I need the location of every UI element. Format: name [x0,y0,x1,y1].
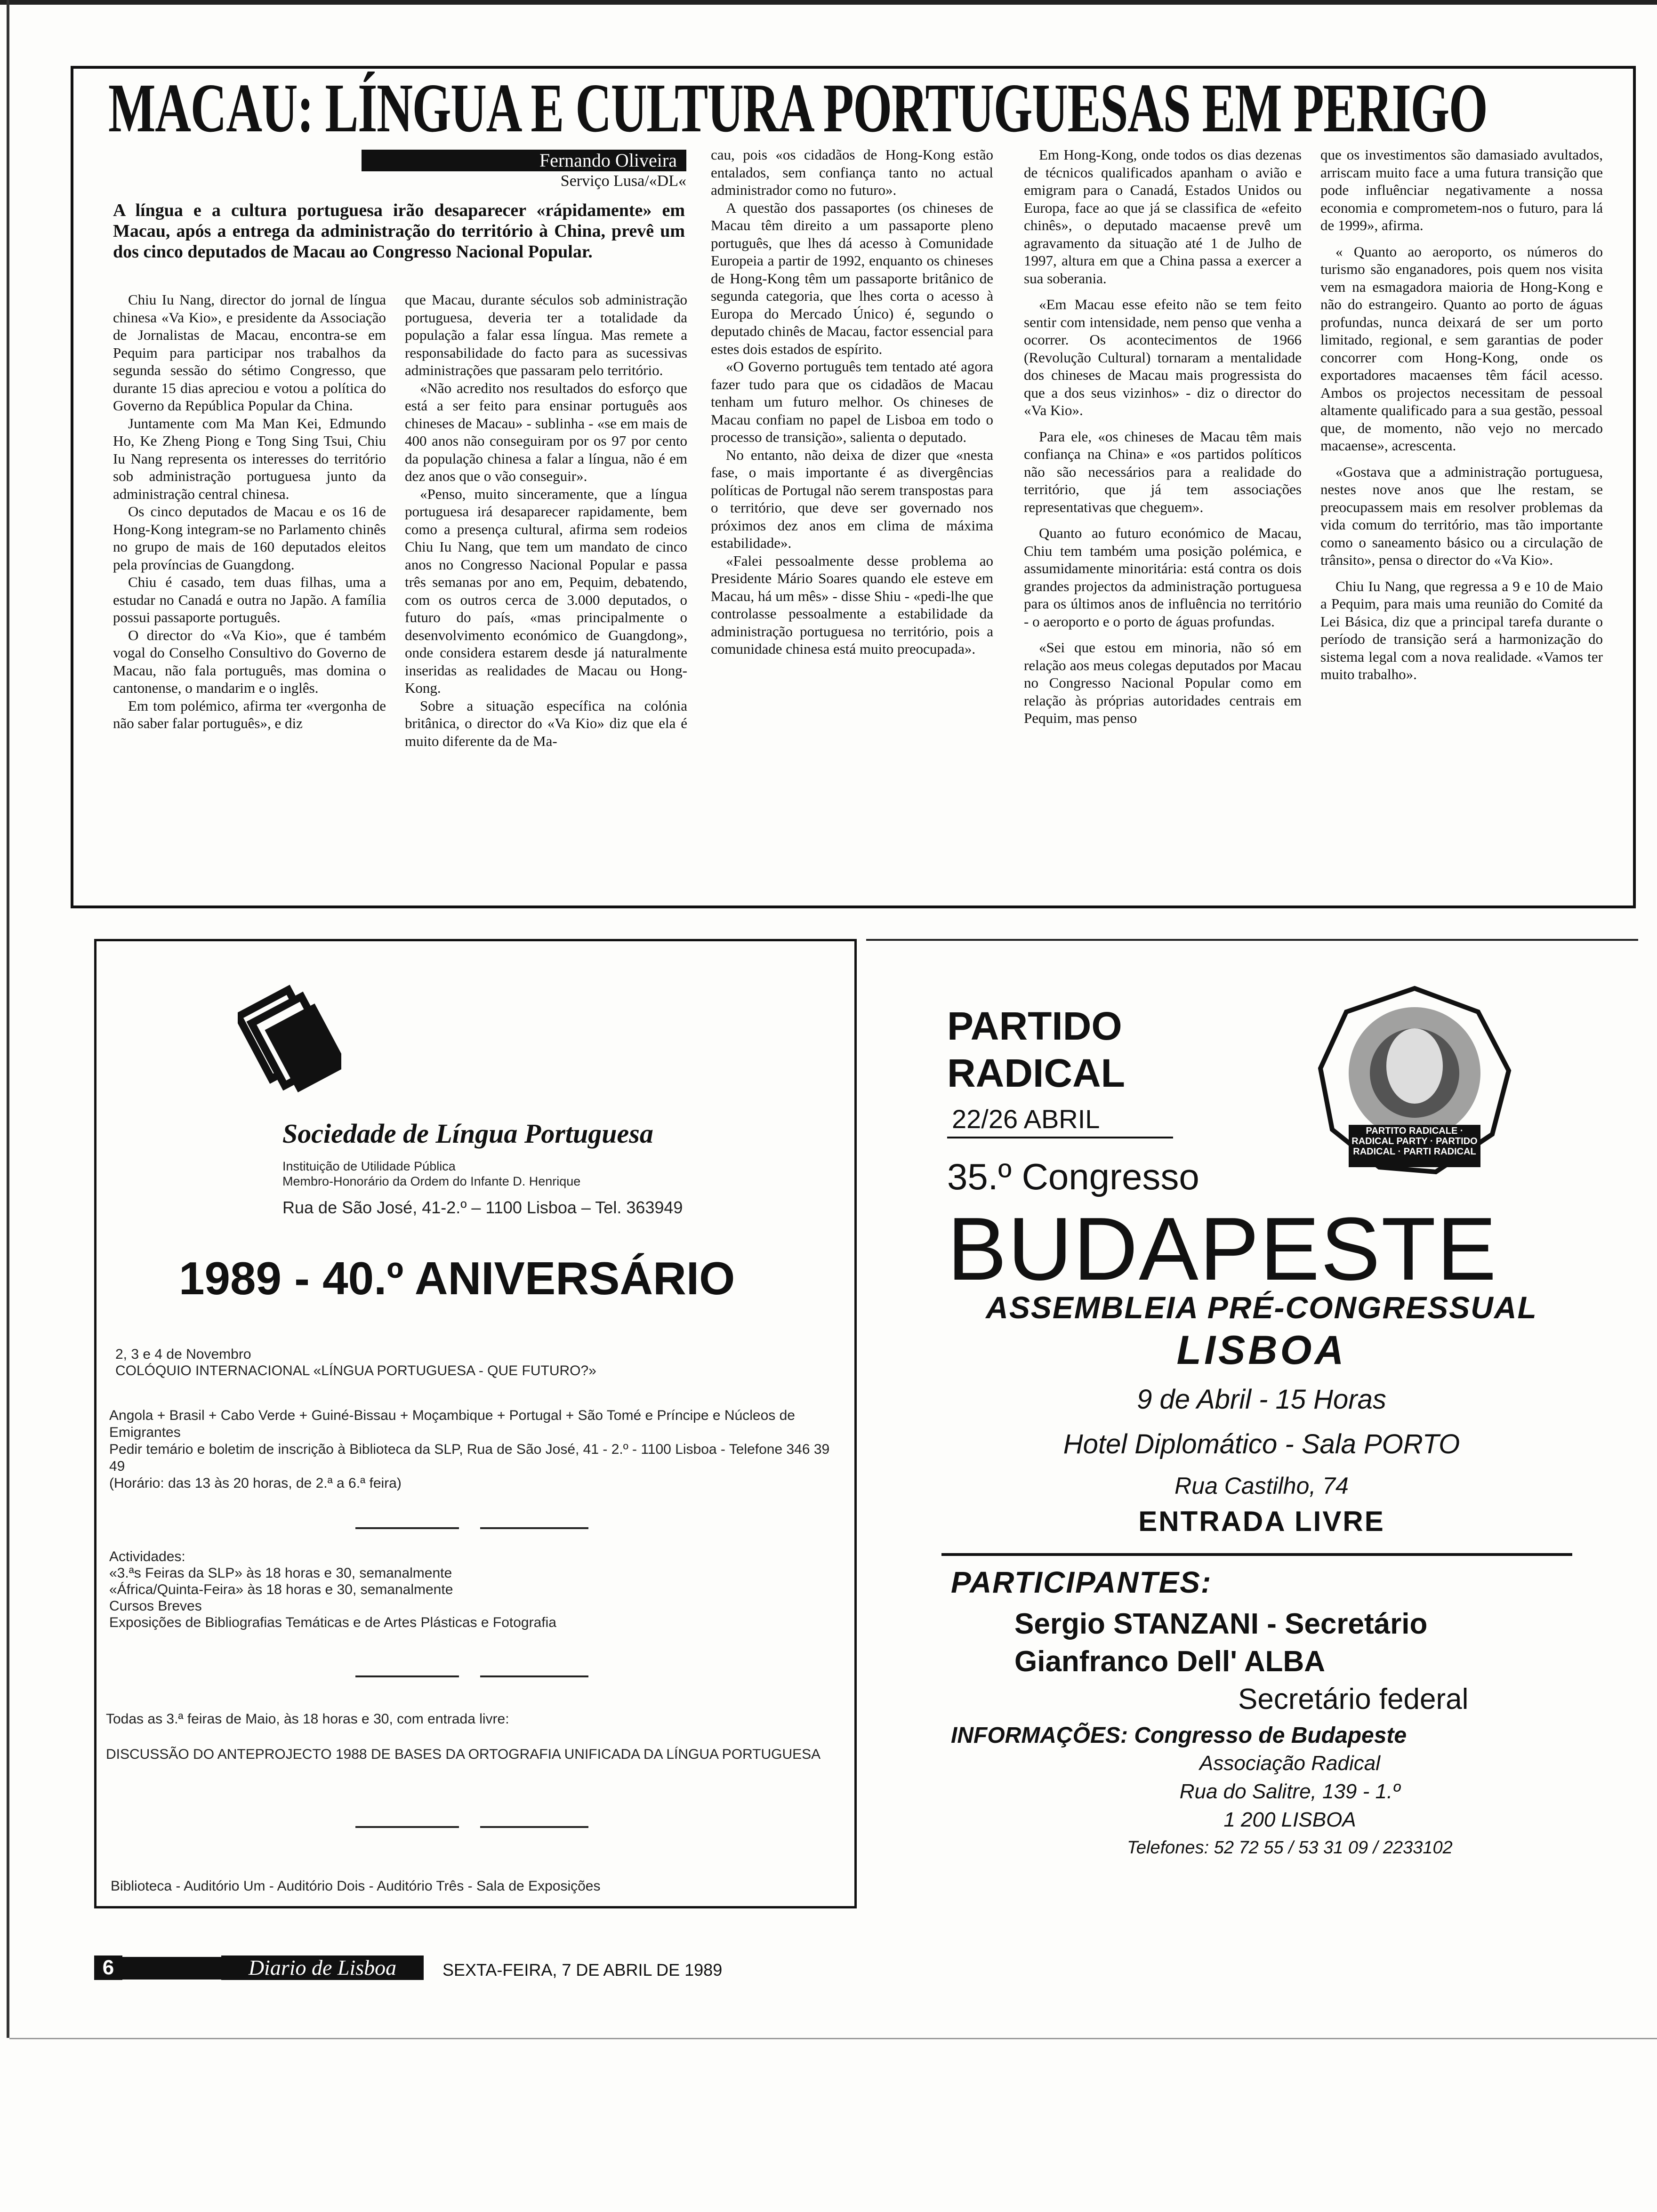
paragraph: «Falei pessoalmente desse problema ao Presidente Mário Soares quando ele esteve em Macau, há um mês» - disse Shiu - «pedi-lhe que controlasse pessoalmente a estabilidade da administração portuguesa no território, pois a comunidade chinesa está muito preocupada». [711,552,993,657]
assembly-city: LISBOA [1176,1328,1347,1373]
paragraph: O director do «Va Kio», que é também vogal do Conselho Consultivo do Governo de Macau, não fala português, mas domina o cantonense, o mandarim e o inglês. [113,626,386,696]
page-number: 6 [94,1956,122,1980]
slp-activity: Exposições de Bibliografias Temáticas e de Artes Plásticas e Fotografia [109,1615,556,1630]
newspaper-name: Diario de Lisboa [221,1956,424,1980]
info-phones: Telefones: 52 72 55 / 53 31 09 / 2233102 [1127,1838,1453,1858]
slp-name: Sociedade de Língua Portuguesa [282,1118,653,1149]
paragraph: cau, pois «os cidadãos de Hong-Kong estão entalados, sem confiança tanto no actual administrador como no futuro». [711,146,993,198]
paragraph: que Macau, durante séculos sob administração portuguesa, deveria ter a totalidade da população a falar essa língua. Mas remete a responsabilidade do facto para as sucessivas administrações que passaram pelo território. [405,291,687,378]
paragraph: «Em Macau esse efeito não se tem feito sentir com intensidade, nem penso que venha a ocorrer. Os acontecimentos de 1966 (Revolução Cultural) tornaram a mentalidade dos chineses de Macau mais progressista do que a dos seus vizinhos» - diz o director do «Va Kio». [1024,296,1302,418]
divider [355,1826,459,1828]
paragraph: Para ele, «os chineses de Macau têm mais confiança na China» e «os partidos políticos não são necessários para a realidade do território, que já tem associações representativas que cheguem». [1024,428,1302,515]
info-line: 1 200 LISBOA [1223,1808,1356,1831]
paragraph: «Sei que estou em minoria, não só em relação aos meus colegas deputados por Macau no Congresso Nacional Popular como em relação às próprias autoridades centrais em Pequim, mas penso [1024,639,1302,726]
slp-discussion: DISCUSSÃO DO ANTEPROJECTO 1988 DE BASES DA ORTOGRAFIA UNIFICADA DA LÍNGUA PORTUGUESA [106,1747,821,1762]
slp-may-sessions: Todas as 3.ª feiras de Maio, às 18 horas e 30, com entrada livre: [106,1711,509,1727]
slp-books-logo [238,977,341,1111]
congress-period: 22/26 ABRIL [952,1104,1100,1134]
paragraph: « Quanto ao aeroporto, os números do turismo são enganadores, pois quem nos visita vem na esmagadora maioria de Hong-Kong e não do estrangeiro. Quanto ao porto de águas profundas, nunca deixará de ser um porto limitado, regional, e sem garantias de poder concorrer com Hong-Kong, onde os exportadores macaenses têm fácil acesso. Ambos os projectos necessitam de pessoal altamente qualificado para a sua gestão, pessoal que, de momento, não vejo no mercado macaense», acrescenta. [1320,243,1603,454]
paragraph: A questão dos passaportes (os chineses de Macau têm direito a um passaporte pleno português, que lhes dá acesso à Comunidade Europeia a partir de 1992, enquanto os chineses de Hong-Kong têm um passaporte britânico de segunda categoria, que lhes corta o acesso à Europa do Mercado Único) é, segundo o deputado chinês de Macau, factor essencial para estes dois estados de espírito. [711,199,993,357]
top-rule [0,0,1657,5]
slp-activities-title: Actividades: [109,1549,185,1564]
paragraph: Chiu é casado, tem duas filhas, uma a estudar no Canadá e outra no Japão. A família possui passaporte português. [113,574,386,625]
divider [480,1826,588,1828]
article-headline: MACAU: LÍNGUA E CULTURA PORTUGUESAS EM PERIGO [108,70,1488,147]
paragraph: Os cinco deputados de Macau e os 16 de Hong-Kong integram-se no Parlamento chinês no grupo de mais de 160 deputados eleitos pela províncias de Guangdong. [113,503,386,573]
paragraph: Chiu Iu Nang, director do jornal de língua chinesa «Va Kio», e presidente da Associação de Jornalistas de Macau, encontra-se em Pequim para participar nos trabalhos da segunda sessão do sétimo Congresso, que durante 15 dias apreciou e votou a política do Governo da República Popular da China. [113,291,386,414]
participants-label: PARTICIPANTES: [951,1565,1212,1599]
paragraph: Sobre a situação específica na colónia britânica, o director do «Va Kio» diz que ela é muito diferente da de Ma- [405,697,687,749]
party-seal-text: PARTITO RADICALE · RADICAL PARTY · PARTIDO RADICAL · PARTI RADICAL [1351,1126,1478,1157]
slp-coloquio: COLÓQUIO INTERNACIONAL «LÍNGUA PORTUGUESA - QUE FUTURO?» [115,1363,596,1378]
author-byline: Fernando Oliveira [362,150,686,171]
participant-1: Sergio STANZANI - Secretário [1014,1608,1428,1640]
slp-hours: (Horário: das 13 às 20 horas, de 2.ª a 6.ª feira) [109,1475,402,1491]
article-column-5 [1320,146,1603,683]
info-line: Rua do Salitre, 139 - 1.º [1179,1780,1400,1803]
paragraph: «Gostava que a administração portuguesa, nestes nove anos que lhe restam, se preocupassem mais em resolver problemas da vida comum do território, mas tão importante como o saneamento básico ou a circulação de trânsito», pensa o director do «Va Kio». [1320,463,1603,568]
divider [355,1527,459,1529]
issue-date: SEXTA-FEIRA, 7 DE ABRIL DE 1989 [442,1960,723,1980]
slp-subtitle: Instituição de Utilidade Pública [282,1159,456,1173]
article-column-4 [1024,146,1302,727]
participant-2: Gianfranco Dell' ALBA [1014,1645,1326,1678]
paragraph: que os investimentos são damasiado avultados, arriscam muito face a uma futura transição que pode influênciar negativamente a nossa economia e comprometem-nos o futuro, para lá de 1999», afirma. [1320,146,1603,233]
paragraph: «O Governo português tem tentado até agora fazer tudo para que os cidadãos de Macau tenham um futuro melhor. Os chineses de Macau confiam no papel de Lisboa em todo o processo de transição», salienta o deputado. [711,358,993,445]
slp-countries: Angola + Brasil + Cabo Verde + Guiné-Bissau + Moçambique + Portugal + São Tomé e Príncipe e Núcleos de Emigrantes [109,1408,795,1440]
paragraph: Em tom polémico, afirma ter «vergonha de não saber falar português», e diz [113,697,386,731]
divider [480,1675,588,1677]
agency-credit: Serviço Lusa/«DL« [560,172,686,190]
assembly-street: Rua Castilho, 74 [1174,1473,1349,1499]
party-name-line2: RADICAL [947,1051,1125,1095]
slp-activity: «3.ªs Feiras da SLP» às 18 horas e 30, semanalmente [109,1565,452,1581]
slp-venues: Biblioteca - Auditório Um - Auditório Dois - Auditório Três - Sala de Exposições [111,1878,601,1894]
article-column-2 [405,291,687,750]
slp-activity: Cursos Breves [109,1598,202,1614]
entry-free: ENTRADA LIVRE [1138,1506,1385,1537]
slp-dates: 2, 3 e 4 de Novembro [115,1346,251,1362]
divider [355,1675,459,1677]
bottom-rule [9,2038,1657,2039]
congress-number: 35.º Congresso [947,1156,1199,1197]
slp-anniversary: 1989 - 40.º ANIVERSÁRIO [179,1252,735,1304]
divider [947,1137,1173,1138]
info-label: INFORMAÇÕES: Congresso de Budapeste [951,1723,1407,1748]
radical-ad-top-rule [866,939,1638,941]
paragraph: Chiu Iu Nang, que regressa a 9 e 10 de Maio a Pequim, para mais uma reunião do Comité da Lei Básica, diz que a principal tarefa durante o período de transição será a harmonização do sistema legal com a nova realidade. «Vamos ter muito trabalho». [1320,577,1603,682]
paragraph: Quanto ao futuro económico de Macau, Chiu tem também uma posição polémica, e assumidamente minoritária: está contra os dois grandes projectos da administração portuguesa para os últimos anos de influência no território - o aeroporto e o porto de águas profundas. [1024,525,1302,630]
left-rule [7,0,9,2038]
assembly-title: ASSEMBLEIA PRÉ-CONGRESSUAL [986,1290,1537,1325]
congress-city: BUDAPESTE [947,1199,1497,1299]
slp-address: Rua de São José, 41-2.º – 1100 Lisboa – Tel. 363949 [282,1198,683,1217]
assembly-date: 9 de Abril - 15 Horas [1137,1384,1386,1415]
slp-activity: «África/Quinta-Feira» às 18 horas e 30, semanalmente [109,1582,453,1597]
divider [480,1527,588,1529]
paragraph: Juntamente com Ma Man Kei, Edmundo Ho, Ke Zheng Piong e Tong Sing Tsui, Chiu Iu Nang representa os interesses do território sob administração portuguesa junto da administração central chinesa. [113,415,386,502]
assembly-hotel: Hotel Diplomático - Sala PORTO [1063,1429,1460,1459]
party-name-line1: PARTIDO [947,1004,1122,1048]
slp-subtitle: Membro-Honorário da Ordem do Infante D. Henrique [282,1174,581,1188]
paragraph: Em Hong-Kong, onde todos os dias dezenas de técnicos qualificados apanham o avião e emigram para o Canadá, Estados Unidos ou Europa, face ao que já se classifica de «efeito chinês», o deputado macaense prevê um agravamento da situação até 1 de Julho de 1997, altura em que a China passa a exercer a sua soberania. [1024,146,1302,287]
info-line: Associação Radical [1199,1752,1380,1775]
article-column-3 [711,146,993,658]
party-name [947,1002,1125,1097]
paragraph: No entanto, não deixa de dizer que «nesta fase, o mais importante é as divergências políticas de Portugal não serem transpostas para o território, que deve ser governado nos próximos dez anos em clima de máxima estabilidade». [711,446,993,551]
divider [941,1553,1572,1556]
article-lede: A língua e a cultura portuguesa irão desaparecer «rápidamente» em Macau, após a entrega da administração do território à China, prevê um dos cinco deputados de Macau ao Congresso Nacional Popular. [113,200,685,262]
slp-request: Pedir temário e boletim de inscrição à Biblioteca da SLP, Rua de São José, 41 - 2.º - 1100 Lisboa - Telefone 346 39 49 [109,1442,830,1474]
paragraph: «Penso, muito sinceramente, que a língua portuguesa irá desaparecer rapidamente, bem como a presença cultural, afirma sem rodeios Chiu Iu Nang, que tem um mandato de cinco anos no Congresso Nacional Popular e passa três semanas por ano em, Pequim, debatendo, com os outros cerca de 3.000 deputados, o futuro do país, «mas principalmente o desenvolvimento económico de Guangdong», onde considera estarem desde já naturalmente inseridas as realidades de Macau ou Hong-Kong. [405,485,687,696]
participant-2-role: Secretário federal [1238,1683,1469,1715]
article-column-1 [113,291,386,732]
paragraph: «Não acredito nos resultados do esforço que está a ser feito para ensinar português aos chineses de Macau» - sublinha - «se em mais de 400 anos não conseguiram por os 97 por cento da população chinesa a falar a língua, não é em dez anos que o vão conseguir». [405,379,687,484]
